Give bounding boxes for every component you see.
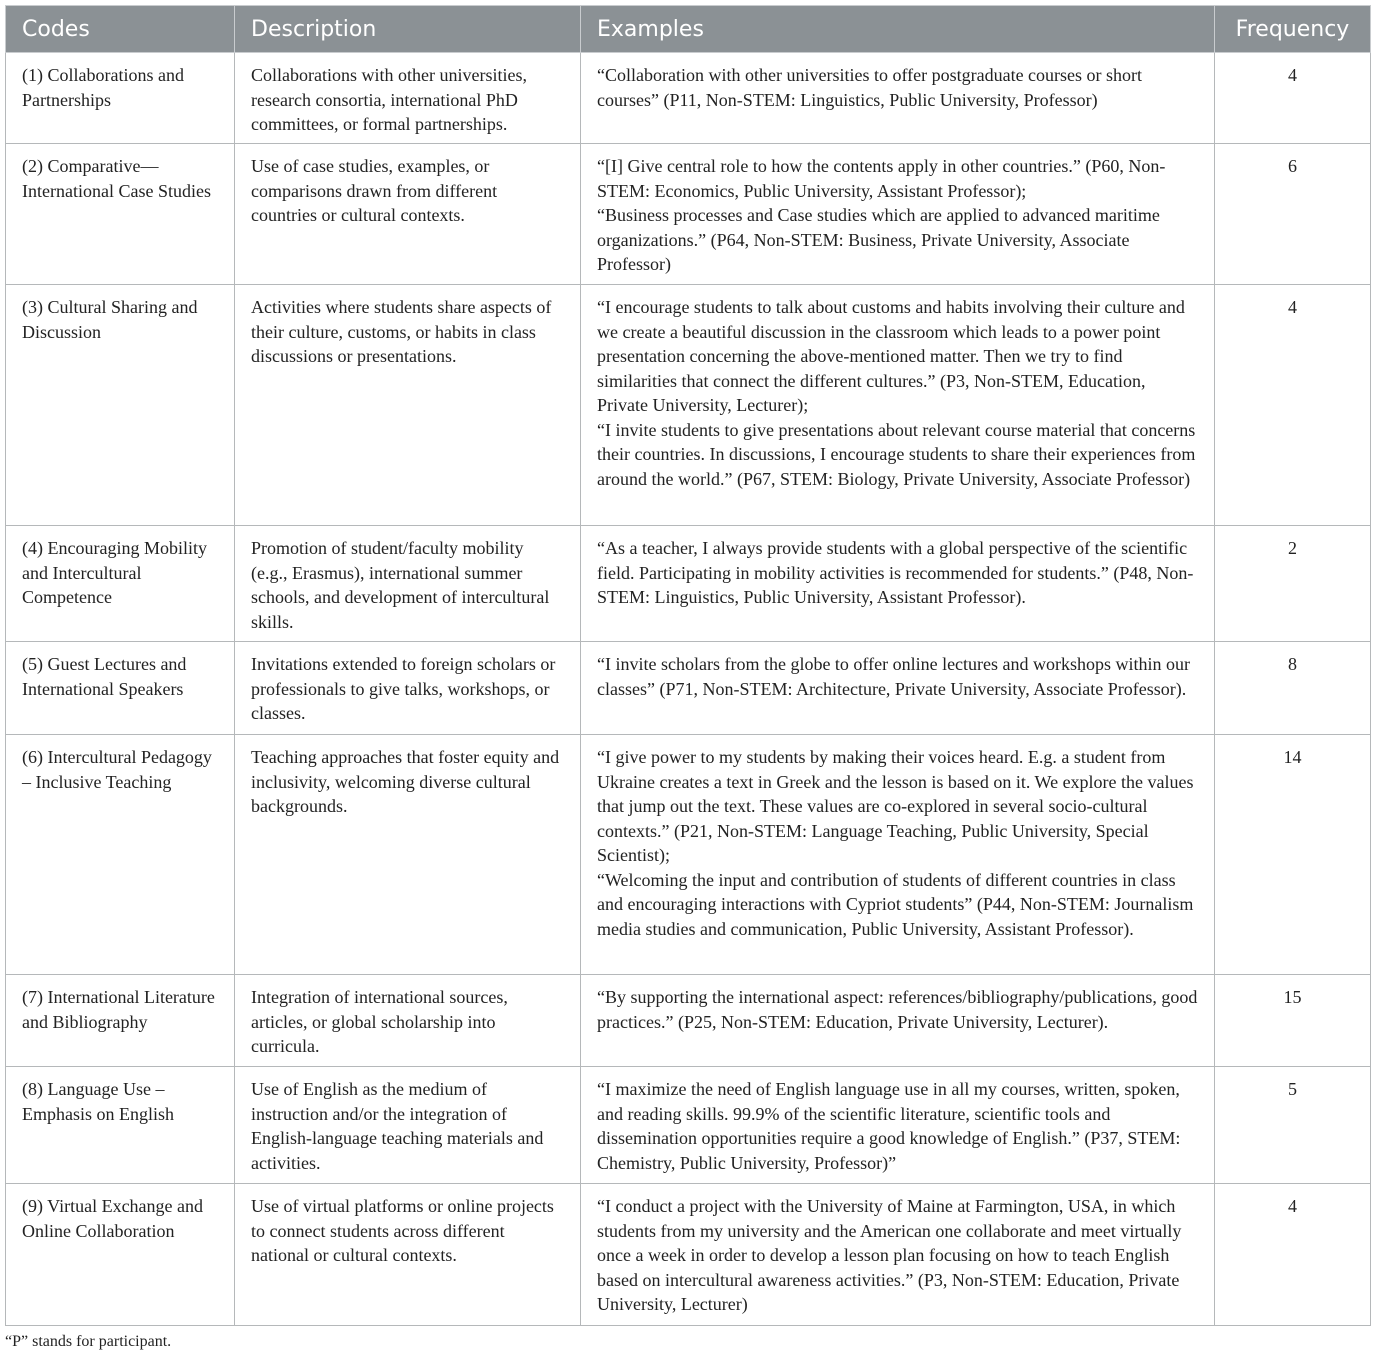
table-row [6, 144, 1371, 285]
description-cell: Teaching approaches that foster equity and inclusivity, welcoming diverse cultural backgrounds. [235, 735, 581, 975]
code-cell: (9) Virtual Exchange and Online Collaboration [6, 1184, 235, 1326]
code-cell: (8) Language Use – Emphasis on English [6, 1067, 235, 1184]
header-codes: Codes [6, 6, 235, 53]
code-cell: (2) Comparative—International Case Studies [6, 144, 235, 285]
example-quote: “[I] Give central role to how the contents apply in other countries.” (P60, Non-STEM: Economics, Public University, Assistant Professor); [597, 156, 1166, 201]
description-cell: Invitations extended to foreign scholars or professionals to give talks, workshops, or classes. [235, 642, 581, 735]
example-quote: “Welcoming the input and contribution of students of different countries in class and encouraging interactions with Cypriot students” (P44, Non-STEM: Journalism media studies and communication, Public University, Assistant Professor). [597, 869, 1194, 939]
examples-cell [581, 144, 1215, 285]
frequency-cell: 5 [1215, 1067, 1371, 1184]
table-row [6, 735, 1371, 975]
frequency-cell: 8 [1215, 642, 1371, 735]
example-quote: “Collaboration with other universities to offer postgraduate courses or short courses” (P11, Non-STEM: Linguistics, Public University, Professor) [597, 65, 1143, 110]
table-row [6, 53, 1371, 144]
table-body [6, 53, 1371, 1326]
example-quote: “I maximize the need of English language use in all my courses, written, spoken, and reading skills. 99.9% of the scientific literature, scientific tools and dissemination opportunities require a good knowledge of English.” (P37, STEM: Chemistry, Public University, Professor)” [597, 1079, 1181, 1173]
example-quote: “I encourage students to talk about customs and habits involving their culture and we create a beautiful discussion in the classroom which leads to a power point presentation concerning the above-mentioned matter. Then we try to find similarities that connect the different cultures.” (P3, Non-STEM, Education, Private University, Lecturer); [597, 297, 1185, 415]
examples-cell [581, 526, 1215, 642]
header-description: Description [235, 6, 581, 53]
table-row [6, 1184, 1371, 1326]
frequency-cell: 2 [1215, 526, 1371, 642]
table-row [6, 975, 1371, 1067]
frequency-cell: 4 [1215, 53, 1371, 144]
frequency-cell: 14 [1215, 735, 1371, 975]
examples-cell [581, 642, 1215, 735]
code-cell: (4) Encouraging Mobility and Intercultural Competence [6, 526, 235, 642]
description-cell: Promotion of student/faculty mobility (e.g., Erasmus), international summer schools, and development of intercultural skills. [235, 526, 581, 642]
examples-cell [581, 1184, 1215, 1326]
example-quote: “By supporting the international aspect: references/bibliography/publications, good practices.” (P25, Non-STEM: Education, Private University, Lecturer). [597, 987, 1198, 1032]
header-examples: Examples [581, 6, 1215, 53]
description-cell: Use of English as the medium of instruction and/or the integration of English-language teaching materials and activities. [235, 1067, 581, 1184]
frequency-cell: 6 [1215, 144, 1371, 285]
examples-cell [581, 285, 1215, 526]
code-cell: (5) Guest Lectures and International Speakers [6, 642, 235, 735]
example-quote: “I give power to my students by making their voices heard. E.g. a student from Ukraine creates a text in Greek and the lesson is based on it. We explore the values that jump out the text. These values are co-explored in several socio-cultural contexts.” (P21, Non-STEM: Language Teaching, Public University, Special Scientist); [597, 747, 1194, 865]
table-footnote: “P” stands for participant. [5, 1333, 172, 1350]
code-cell: (7) International Literature and Bibliography [6, 975, 235, 1067]
header-frequency: Frequency [1215, 6, 1371, 53]
examples-cell [581, 975, 1215, 1067]
description-cell: Collaborations with other universities, research consortia, international PhD committees, or formal partnerships. [235, 53, 581, 144]
frequency-cell: 4 [1215, 285, 1371, 526]
description-cell: Integration of international sources, articles, or global scholarship into curricula. [235, 975, 581, 1067]
example-quote: “I invite scholars from the globe to offer online lectures and workshops within our classes” (P71, Non-STEM: Architecture, Private University, Associate Professor). [597, 654, 1191, 699]
example-quote: “I conduct a project with the University of Maine at Farmington, USA, in which students from my university and the American one collaborate and meet virtually once a week in order to develop a lesson plan focusing on how to teach English based on intercultural awareness activities.” (P3, Non-STEM: Education, Private University, Lecturer) [597, 1196, 1182, 1314]
codes-table [5, 5, 1371, 1326]
frequency-cell: 15 [1215, 975, 1371, 1067]
code-cell: (3) Cultural Sharing and Discussion [6, 285, 235, 526]
example-quote: “I invite students to give presentations about relevant course material that concerns their countries. In discussions, I encourage students to share their experiences from around the world.” (P67, STEM: Biology, Private University, Associate Professor) [597, 419, 1196, 489]
example-quote: “As a teacher, I always provide students with a global perspective of the scientific field. Participating in mobility activities is recommended for students.” (P48, Non-STEM: Linguistics, Public University, Assistant Professor). [597, 538, 1194, 607]
examples-cell [581, 53, 1215, 144]
header-row [6, 6, 1371, 53]
table-row [6, 526, 1371, 642]
description-cell: Use of case studies, examples, or comparisons drawn from different countries or cultural contexts. [235, 144, 581, 285]
description-cell: Use of virtual platforms or online projects to connect students across different national or cultural contexts. [235, 1184, 581, 1326]
examples-cell [581, 1067, 1215, 1184]
example-quote: “Business processes and Case studies which are applied to advanced maritime organizations.” (P64, Non-STEM: Business, Private University, Associate Professor) [597, 205, 1160, 274]
examples-cell [581, 735, 1215, 975]
table-row [6, 642, 1371, 735]
code-cell: (6) Intercultural Pedagogy – Inclusive Teaching [6, 735, 235, 975]
table-row [6, 1067, 1371, 1184]
frequency-cell: 4 [1215, 1184, 1371, 1326]
code-cell: (1) Collaborations and Partnerships [6, 53, 235, 144]
description-cell: Activities where students share aspects of their culture, customs, or habits in class discussions or presentations. [235, 285, 581, 526]
table-row [6, 285, 1371, 526]
